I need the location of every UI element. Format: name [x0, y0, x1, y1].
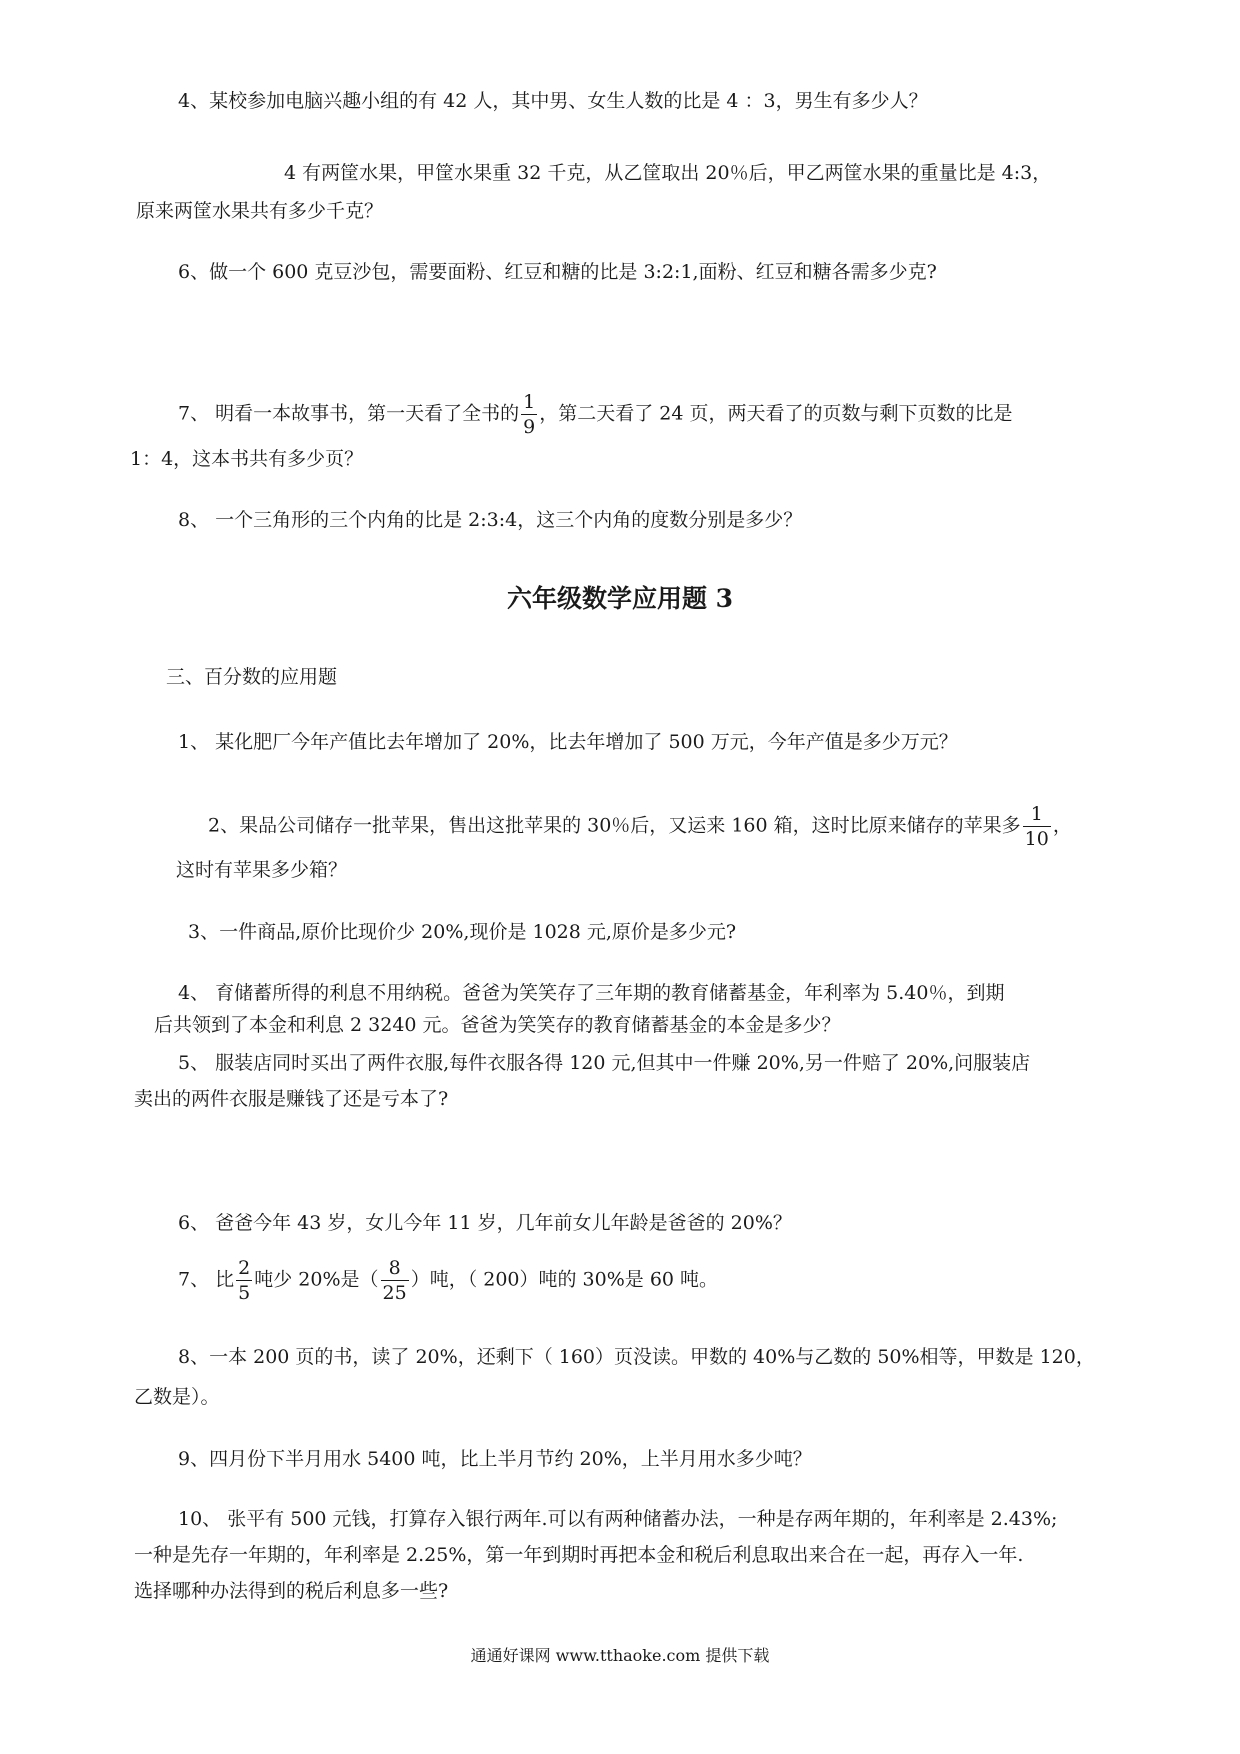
problem-4-line2: 后共领到了本金和利息 2 3240 元。爸爸为笑笑存的教育储蓄基金的本金是多少？ — [154, 1014, 841, 1036]
fraction-numerator: 2 — [238, 1257, 251, 1279]
problem-2-text-after: ， — [1052, 814, 1072, 837]
fraction-denominator: 25 — [382, 1282, 407, 1304]
problem-10-line2: 一种是先存一年期的，年利率是 2.25%，第一年到期时再把本金和税后利息取出来合在一起，再存入一年. — [134, 1544, 1024, 1566]
problem-6: 6、 爸爸今年 43 岁，女儿今年 11 岁，几年前女儿年龄是爸爸的 20%？ — [178, 1212, 792, 1234]
page-title: 六年级数学应用题 3 — [506, 584, 734, 613]
problem-8-line1: 8、一本 200 页的书，读了 20%，还剩下（ 160）页没读。甲数的 40%与乙数的 50%相等，甲数是 120， — [178, 1346, 1095, 1368]
fraction-one-ninth — [521, 390, 537, 439]
question-5-line2: 原来两筐水果共有多少千克？ — [136, 200, 384, 222]
problem-1: 1、 某化肥厂今年产值比去年增加了 20%，比去年增加了 500 万元，今年产值是多少万元？ — [178, 731, 958, 753]
question-6: 6、做一个 600 克豆沙包，需要面粉、红豆和糖的比是 3:2:1,面粉、红豆和糖各需多少克? — [178, 261, 937, 283]
problem-2-line2: 这时有苹果多少箱？ — [176, 859, 348, 881]
problem-7 — [178, 1256, 718, 1305]
question-7-line1 — [178, 390, 1013, 439]
fraction-two-fifths — [236, 1256, 252, 1305]
fraction-numerator: 8 — [381, 1256, 409, 1281]
fraction-denominator: 9 — [523, 416, 536, 438]
problem-8-line2: 乙数是）。 — [134, 1386, 220, 1408]
fraction-denominator: 5 — [238, 1282, 251, 1304]
question-7-text-before: 7、 明看一本故事书，第一天看了全书的 — [178, 402, 520, 425]
fraction-denominator: 10 — [1024, 828, 1049, 850]
fraction-eight-25ths — [381, 1256, 409, 1305]
fraction-numerator: 1 — [1023, 802, 1051, 827]
problem-7-text-c: ）吨，（ 200）吨的 30%是 60 吨。 — [410, 1268, 719, 1291]
question-5-line1: 4 有两筐水果，甲筐水果重 32 千克，从乙筐取出 20％后，甲乙两筐水果的重量比是 4:3， — [284, 162, 1052, 184]
problem-5-line1: 5、 服装店同时买出了两件衣服,每件衣服各得 120 元,但其中一件赚 20%,另一件赔了 20%,问服装店 — [178, 1052, 1031, 1074]
footer: 通通好课网 www.tthaoke.com 提供下载 — [470, 1646, 770, 1665]
problem-2-line1 — [208, 802, 1072, 851]
problem-9: 9、四月份下半月用水 5400 吨，比上半月节约 20%，上半月用水多少吨？ — [178, 1448, 812, 1470]
problem-10-line3: 选择哪种办法得到的税后利息多一些? — [134, 1580, 449, 1602]
problem-10-line1: 10、 张平有 500 元钱，打算存入银行两年.可以有两种储蓄办法，一种是存两年期的，年利率是 2.43%; — [178, 1508, 1058, 1530]
question-8: 8、 一个三角形的三个内角的比是 2:3:4，这三个内角的度数分别是多少？ — [178, 509, 803, 531]
fraction-numerator: 1 — [523, 391, 536, 413]
problem-3: 3、一件商品,原价比现价少 20%,现价是 1028 元,原价是多少元? — [188, 921, 737, 943]
problem-5-line2: 卖出的两件衣服是赚钱了还是亏本了? — [134, 1088, 449, 1110]
problem-7-text-b: 吨少 20%是（ — [254, 1268, 379, 1291]
question-7-text-after: ，第二天看了 24 页，两天看了的页数与剩下页数的比是 — [539, 402, 1013, 425]
question-7-line2: 1：4，这本书共有多少页？ — [130, 448, 364, 470]
problem-4-line1: 4、 育储蓄所得的利息不用纳税。爸爸为笑笑存了三年期的教育储蓄基金，年利率为 5.40％，到期 — [178, 982, 1005, 1004]
section-heading: 三、百分数的应用题 — [166, 666, 338, 688]
problem-2-text-before: 2、果品公司储存一批苹果，售出这批苹果的 30％后，又运来 160 箱，这时比原来储存的苹果多 — [208, 814, 1021, 837]
fraction-one-tenth — [1023, 802, 1051, 851]
problem-7-text-a: 7、 比 — [178, 1268, 235, 1291]
question-4: 4、某校参加电脑兴趣小组的有 42 人，其中男、女生人数的比是 4 ：3，男生有多少人？ — [178, 90, 928, 112]
